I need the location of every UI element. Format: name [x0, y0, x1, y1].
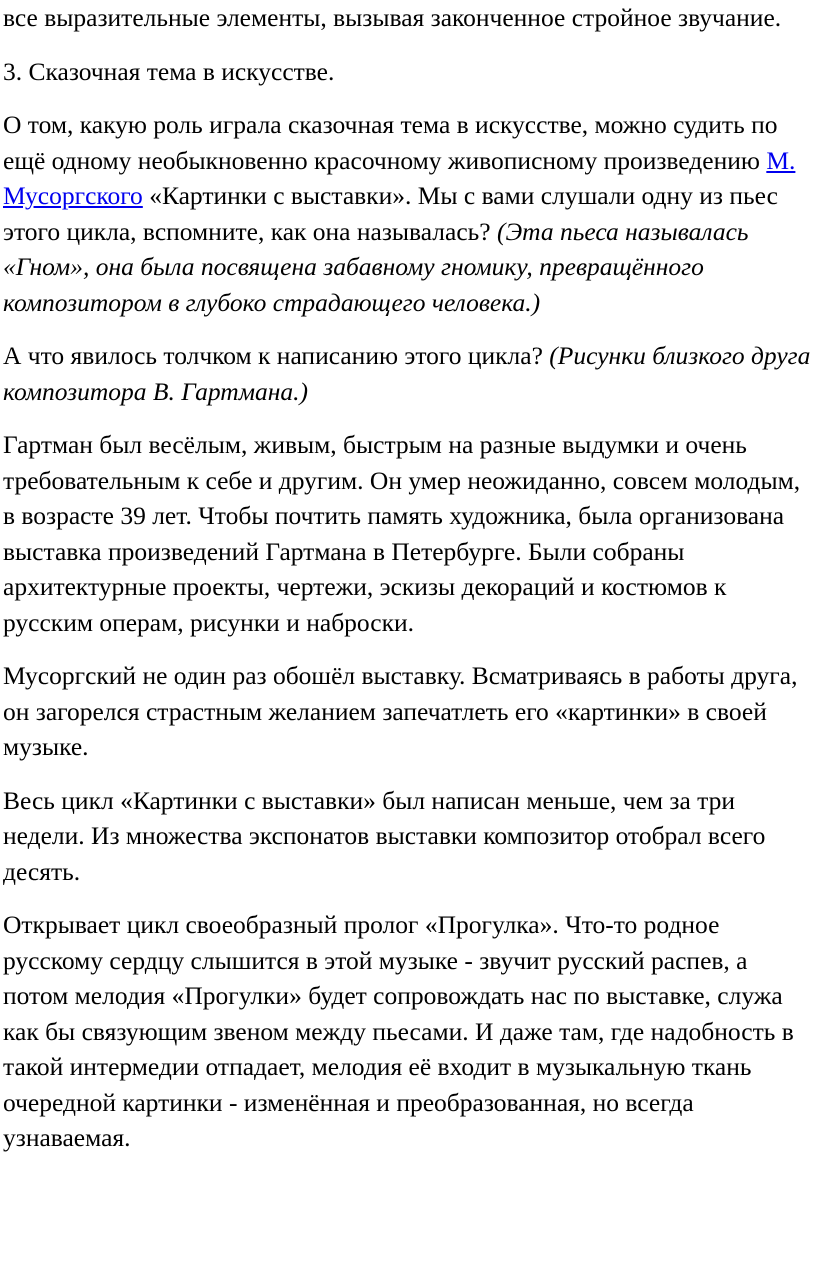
- paragraph-hartmann: Гартман был весёлым, живым, быстрым на разные выдумки и очень требовательным к себе и другим. Он умер неожиданно, совсем молодым, в возрасте 39 лет. Чтобы почтить память художника, была организована выставка произведений Гартмана в Петербурге. Были собраны архитектурные проекты, чертежи, эскизы декораций и костюмов к русским операм, рисунки и наброски.: [3, 430, 801, 637]
- paragraph-text: А что явилось толчком к написанию этого цикла?: [3, 341, 550, 370]
- paragraph-cycle-written: Весь цикл «Картинки с выставки» был написан меньше, чем за три недели. Из множества экспонатов выставки композитор отобрал всего десять.: [3, 785, 766, 886]
- paragraph-fairy-tale-role: [3, 107, 814, 320]
- paragraph-text: «Картинки с выставки». Мы с вами слушали одну из пьес этого цикла, вспомните, как она называлась?: [3, 181, 778, 246]
- mussorgsky-link[interactable]: М. Мусоргского: [3, 145, 796, 210]
- paragraph-promenade: Открывает цикл своеобразный пролог «Прогулка». Что-то родное русскому сердцу слышится в этой музыке - звучит русский распев, а потом мелодия «Прогулки» будет сопровождать нас по выставке, служа как бы связующим звеном между пьесами. И даже там, где надобность в такой интермедии отпадает, мелодия её входит в музыкальную ткань очередной картинки - изменённая и преобразованная, но всегда узнаваемая.: [3, 910, 794, 1152]
- paragraph-intro-continuation: все выразительные элементы, вызывая законченное стройное звучание.: [3, 3, 782, 32]
- paragraph-question-impulse: [3, 338, 814, 409]
- paragraph-text: О том, какую роль играла сказочная тема в искусстве, можно судить по ещё одному необыкновенно красочному живописному произведению: [3, 110, 778, 175]
- answer-text: (Рисунки близкого друга композитора В. Гартмана.): [3, 341, 811, 406]
- section-heading-fairy-tale-theme: 3. Сказочная тема в искусстве.: [3, 56, 335, 86]
- paragraph-mussorgsky-visit: Мусоргский не один раз обошёл выставку. Всматриваясь в работы друга, он загорелся страстным желанием запечатлеть его «картинки» в своей музыке.: [3, 661, 798, 761]
- answer-text: (Эта пьеса называлась «Гном», она была посвящена забавному гномику, превращённого композитором в глубоко страдающего человека.): [3, 216, 749, 317]
